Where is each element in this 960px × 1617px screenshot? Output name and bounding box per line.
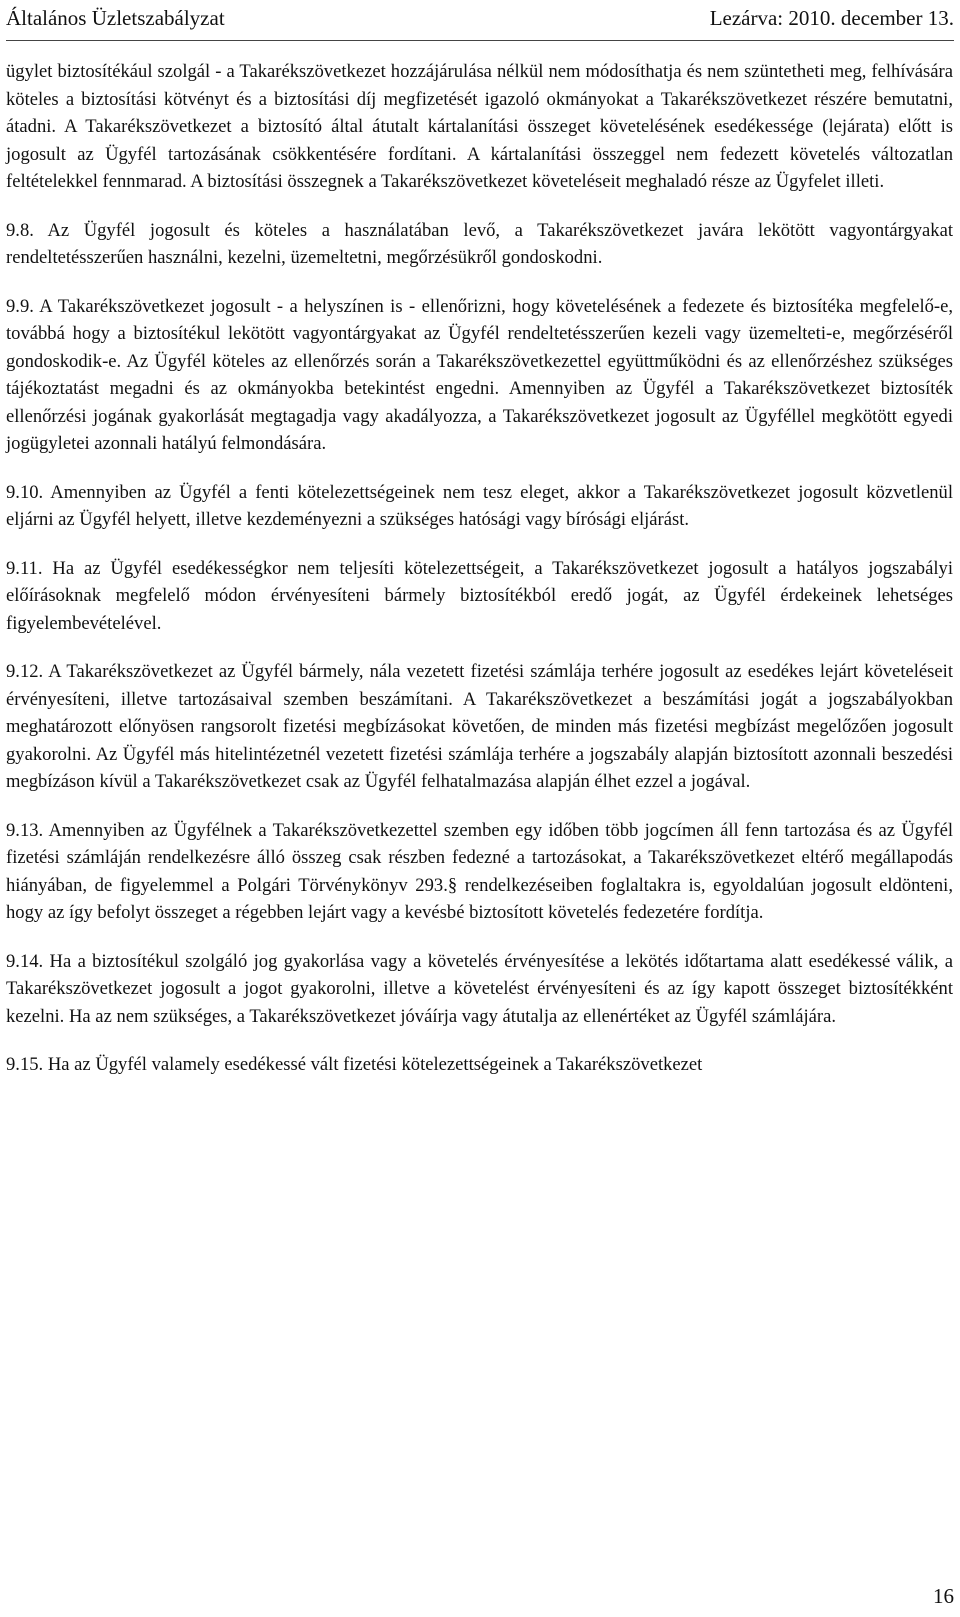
header-date: Lezárva: 2010. december 13.: [709, 6, 954, 30]
paragraph-9-14: 9.14. Ha a biztosítékul szolgáló jog gyakorlása vagy a követelés érvényesítése a lekötés időtartama alatt esedékessé válik, a Takarékszövetkezet jogosult a jogot gyakorolni, illetve a követelést érvényesíteni és az így kapott összeget biztosítékként kezelni. Ha az nem szükséges, a Takarékszövetkezet jóváírja vagy átutalja az ellenértéket az Ügyfél számlájára.: [6, 950, 953, 1027]
paragraph-9-12: 9.12. A Takarékszövetkezet az Ügyfél bármely, nála vezetett fizetési számlája terhére jogosult az esedékes lejárt követeléseit érvényesíteni, illetve tartozásaival szemben beszámítani. A Takarékszövetkezet a beszámítási jogát a jogszabályokban meghatározott előnyösen rangsorolt fizetési megbízásokat követően, de minden más fizetési megbízást megelőzően jogosult gyakorolni. Az Ügyfél más hitelintézetnél vezetett fizetési számlája terhére a jogszabály alapján biztosított azonnali beszedési megbízáson kívül a Takarékszövetkezet csak az Ügyfél felhatalmazása alapján élhet ezzel a jogával.: [6, 661, 953, 792]
paragraph-9-15: 9.15. Ha az Ügyfél valamely esedékessé vált fizetési kötelezettségeinek a Takarékszövetkezet: [6, 1054, 703, 1075]
page-header: [6, 4, 954, 41]
page-number: 16: [933, 1584, 954, 1608]
document-body: [6, 58, 953, 1100]
paragraph-9-13: 9.13. Amennyiben az Ügyfélnek a Takarékszövetkezettel szemben egy időben több jogcímen áll fenn tartozása és az Ügyfél fizetési számláján rendelkezésre álló összeg csak részben fedezné a tartozásokat, a Takarékszövetkezet eltérő megállapodás hiányában, de figyelemmel a Polgári Törvénykönyv 293.§ rendelkezéseiben foglaltakra is, egyoldalúan jogosult eldönteni, hogy az így befolyt összeget a régebben lejárt vagy a kevésbé biztosított követelés fedezetére fordítja.: [6, 819, 953, 923]
paragraph-9-11: 9.11. Ha az Ügyfél esedékességkor nem teljesíti kötelezettségeit, a Takarékszövetkezet jogosult a hatályos jogszabályi előírásoknak megfelelő módon érvényesíteni bármely biztosítékból eredő jogát, az Ügyfél érdekeinek lehetséges figyelembevételével.: [6, 557, 953, 634]
paragraph-9-10: 9.10. Amennyiben az Ügyfél a fenti kötelezettségeinek nem tesz eleget, akkor a Takarékszövetkezet jogosult közvetlenül eljárni az Ügyfél helyett, illetve kezdeményezni a szükséges hatósági vagy bírósági eljárást.: [6, 481, 953, 530]
paragraph-continuation: ügylet biztosítékául szolgál - a Takarékszövetkezet hozzájárulása nélkül nem módosíthatja és nem szüntetheti meg, felhívására köteles a biztosítási kötvényt és a biztosítási díj megfizetését igazoló okmányokat a Takarékszövetkezet részére bemutatni, átadni. A Takarékszövetkezet a biztosító által átutalt kártalanítási összeget követelésének esedékessége (lejárata) előtt is jogosult az Ügyfél tartozásának csökkentésére fordítani. A kártalanítási összeggel nem fedezett követelés változatlan feltételekkel fennmarad. A biztosítási összegnek a Takarékszövetkezet követeléseit meghaladó része az Ügyfelet illeti.: [6, 61, 953, 192]
paragraph-9-9: 9.9. A Takarékszövetkezet jogosult - a helyszínen is - ellenőrizni, hogy követelésének a fedezete és biztosítéka megfelelő-e, továbbá hogy a biztosítékul lekötött vagyontárgyakat az Ügyfél rendeltetésszerűen kezeli vagy üzemelteti-e, megőrzéséről gondoskodik-e. Az Ügyfél köteles az ellenőrzés során a Takarékszövetkezettel együttműködni és az ellenőrzéshez szükséges tájékoztatást megadni és az okmányokba betekintést engedni. Amennyiben az Ügyfél a Takarékszövetkezet biztosíték ellenőrzési jogának gyakorlását megtagadja vagy akadályozza, a Takarékszövetkezet jogosult az Ügyféllel megkötött egyedi jogügyletei azonnali hatályú felmondására.: [6, 295, 953, 454]
paragraph-9-8: 9.8. Az Ügyfél jogosult és köteles a használatában levő, a Takarékszövetkezet javára lekötött vagyontárgyakat rendeltetésszerűen használni, kezelni, üzemeltetni, megőrzésükről gondoskodni.: [6, 219, 953, 268]
header-title: Általános Üzletszabályzat: [6, 6, 225, 30]
